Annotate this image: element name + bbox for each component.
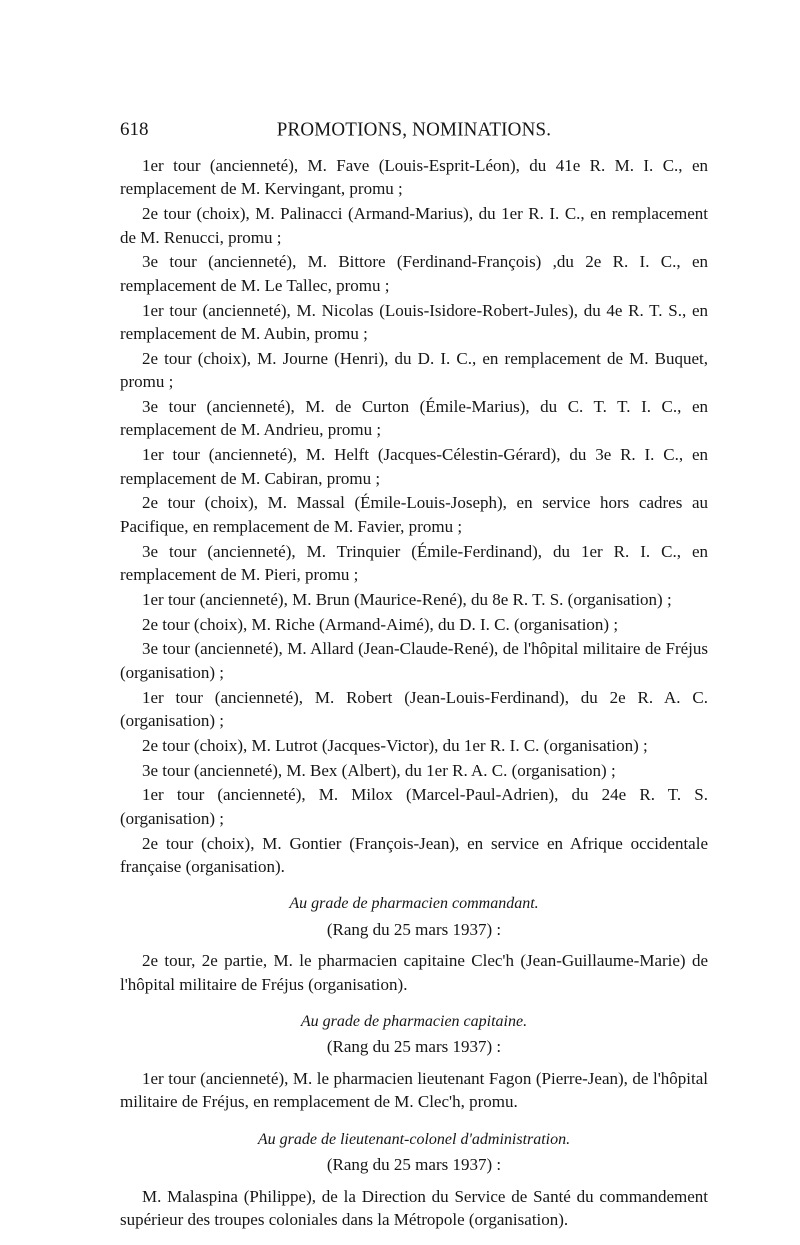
rank-date: (Rang du 25 mars 1937) : <box>326 1037 502 1057</box>
running-title: PROMOTIONS, NOMINATIONS. <box>276 118 552 141</box>
promotion-paragraph: 1er tour (ancienneté), M. Helft (Jacques-Célestin-Gérard), du 3e R. I. C., en remplacement de M. Cabiran, promu ; <box>120 445 708 488</box>
promotion-paragraph: 2e tour (choix), M. Palinacci (Armand-Marius), du 1er R. I. C., en remplacement de M. Renucci, promu ; <box>120 204 708 247</box>
rank-date: (Rang du 25 mars 1937) : <box>326 919 502 939</box>
section-pharmacien-capitaine <box>120 1010 708 1114</box>
page-header <box>120 118 708 148</box>
promotion-paragraph: 3e tour (ancienneté), M. Allard (Jean-Claude-René), de l'hôpital militaire de Fréjus (organisation) ; <box>120 639 708 682</box>
section-pharmacien-commandant <box>120 892 708 996</box>
promotion-paragraph: 2e tour (choix), M. Lutrot (Jacques-Victor), du 1er R. I. C. (organisation) ; <box>142 735 648 755</box>
promotion-paragraph: 1er tour (ancienneté), M. Milox (Marcel-Paul-Adrien), du 24e R. T. S. (organisation) ; <box>120 785 708 828</box>
promotion-paragraph: 1er tour (ancienneté), M. Fave (Louis-Esprit-Léon), du 41e R. M. I. C., en remplacement de M. Kervingant, promu ; <box>120 156 708 199</box>
rank-date: (Rang du 25 mars 1937) : <box>326 1155 502 1175</box>
section-heading: Au grade de pharmacien commandant. <box>289 895 539 913</box>
promotion-paragraph: 2e tour, 2e partie, M. le pharmacien capitaine Clec'h (Jean-Guillaume-Marie) de l'hôpital militaire de Fréjus (organisation). <box>120 951 708 994</box>
promotion-paragraph: M. Malaspina (Philippe), de la Direction du Service de Santé du commandement supérieur des troupes coloniales dans la Métropole (organisation). <box>120 1186 708 1229</box>
promotions-list <box>120 154 708 878</box>
promotion-paragraph: 1er tour (ancienneté), M. le pharmacien lieutenant Fagon (Pierre-Jean), de l'hôpital militaire de Fréjus, en remplacement de M. Clec'h, promu. <box>120 1068 708 1112</box>
promotion-paragraph: 3e tour (ancienneté), M. Trinquier (Émile-Ferdinand), du 1er R. I. C., en remplacement de M. Pieri, promu ; <box>120 541 708 585</box>
promotion-paragraph: 3e tour (ancienneté), M. Bittore (Ferdinand-François) ,du 2e R. I. C., en remplacement de M. Le Tallec, promu ; <box>120 252 708 295</box>
promotion-paragraph: 1er tour (ancienneté), M. Brun (Maurice-René), du 8e R. T. S. (organisation) ; <box>142 589 672 609</box>
promotion-paragraph: 2e tour (choix), M. Journe (Henri), du D. I. C., en remplacement de M. Buquet, promu ; <box>120 348 708 392</box>
promotion-paragraph: 3e tour (ancienneté), M. de Curton (Émile-Marius), du C. T. T. I. C., en remplacement de M. Andrieu, promu ; <box>120 397 708 440</box>
section-heading: Au grade de lieutenant-colonel d'administration. <box>257 1130 571 1148</box>
page-number: 618 <box>120 119 149 140</box>
promotion-paragraph: 1er tour (ancienneté), M. Robert (Jean-Louis-Ferdinand), du 2e R. A. C. (organisation) ; <box>120 687 708 731</box>
promotion-paragraph: 1er tour (ancienneté), M. Nicolas (Louis-Isidore-Robert-Jules), du 4e R. T. S., en remplacement de M. Aubin, promu ; <box>120 300 708 344</box>
section-heading: Au grade de pharmacien capitaine. <box>300 1013 528 1031</box>
promotion-paragraph: 2e tour (choix), M. Massal (Émile-Louis-Joseph), en service hors cadres au Pacifique, en remplacement de M. Favier, promu ; <box>120 493 708 536</box>
promotion-paragraph: 3e tour (ancienneté), M. Bex (Albert), du 1er R. A. C. (organisation) ; <box>142 760 616 780</box>
promotion-paragraph: 2e tour (choix), M. Riche (Armand-Aimé), du D. I. C. (organisation) ; <box>142 614 619 634</box>
section-lieutenant-colonel <box>120 1128 708 1232</box>
promotion-paragraph: 2e tour (choix), M. Gontier (François-Jean), en service en Afrique occidentale française (organisation). <box>120 833 708 877</box>
